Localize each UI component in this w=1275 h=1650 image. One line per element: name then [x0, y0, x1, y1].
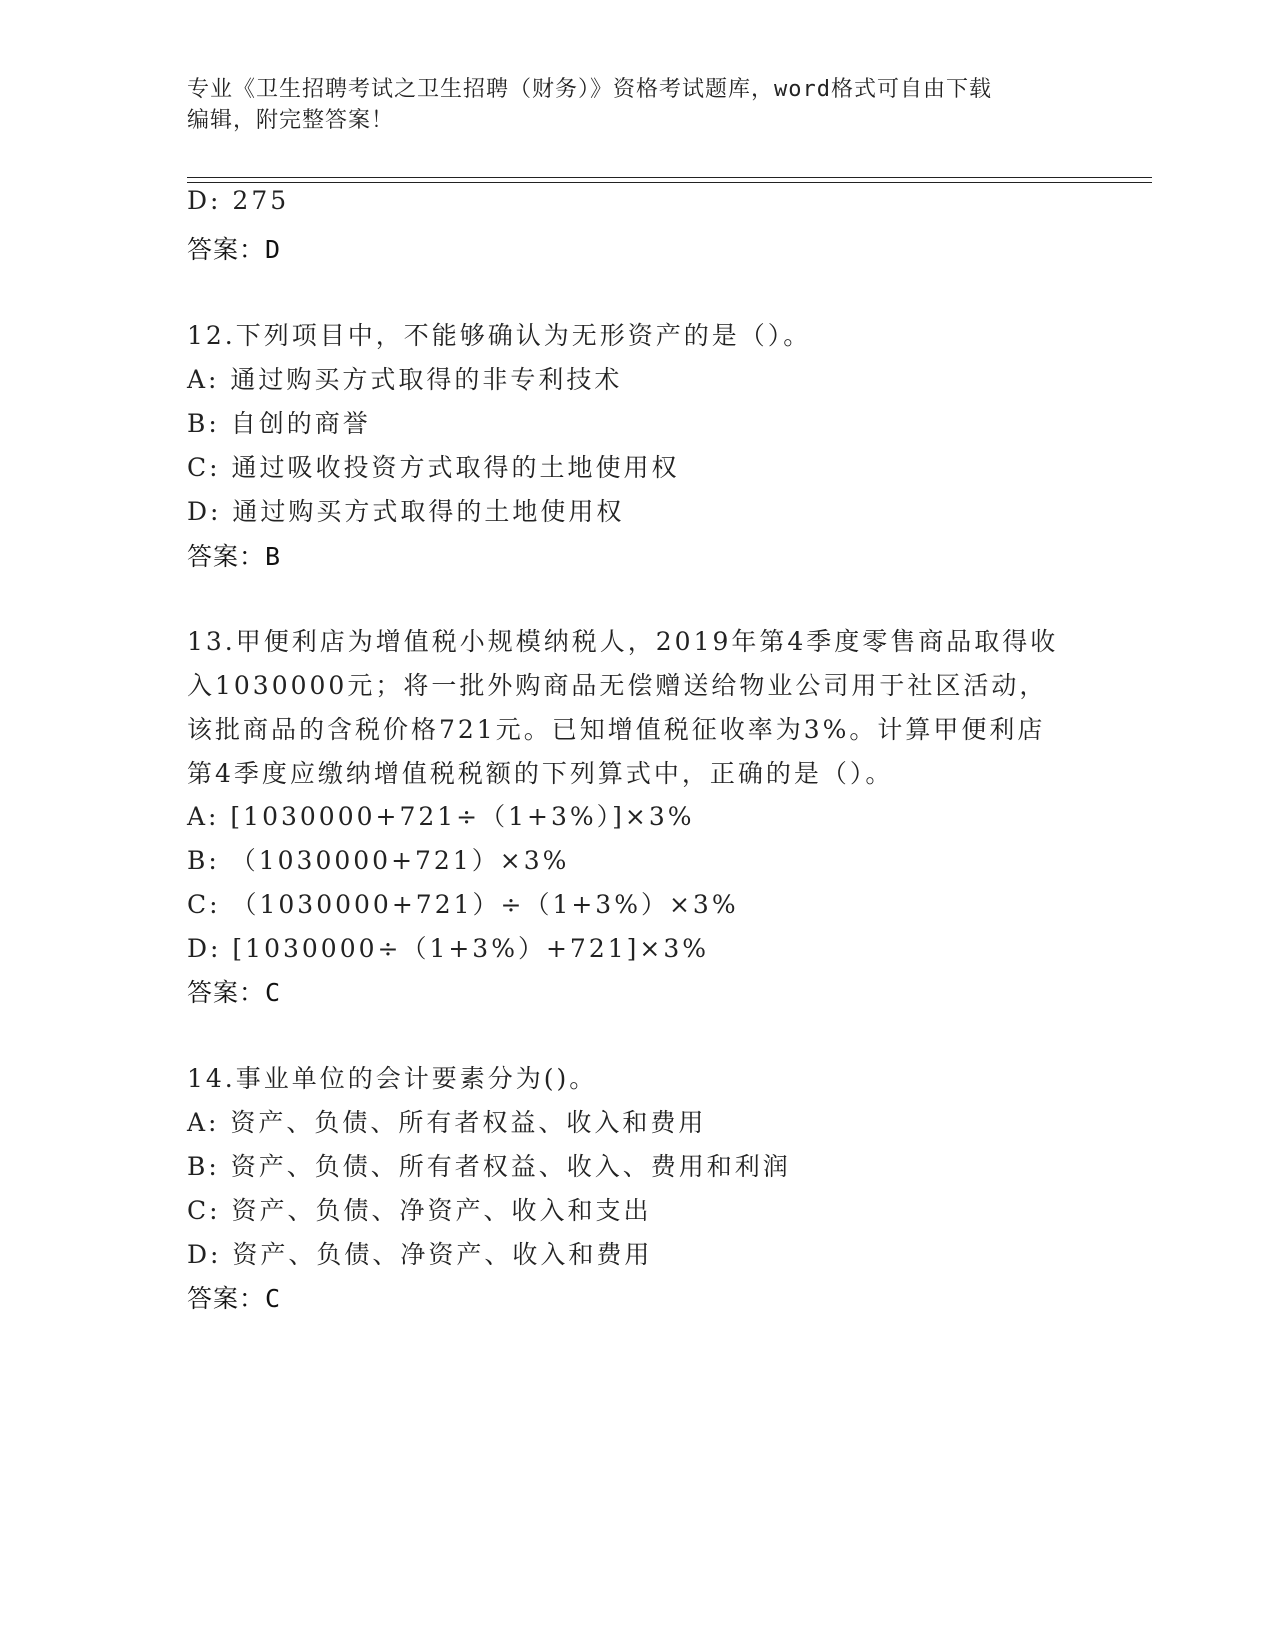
header-line-2: 编辑，附完整答案！ [187, 108, 395, 133]
q12-answer: 答案：B [187, 542, 282, 571]
q13-option-c: C: （1030000+721）÷（1+3%）×3% [187, 890, 739, 919]
q11-answer: 答案：D [187, 235, 282, 264]
document-header [187, 74, 1067, 136]
q14-option-b: B: 资产、负债、所有者权益、收入、费用和利润 [187, 1152, 791, 1181]
q14-option-d: D: 资产、负债、净资产、收入和费用 [187, 1240, 653, 1269]
q13-option-b: B: （1030000+721）×3% [187, 846, 570, 875]
q12-stem: 12.下列项目中，不能够确认为无形资产的是（）。 [187, 321, 812, 350]
q14-stem: 14.事业单位的会计要素分为()。 [187, 1064, 598, 1093]
q12-option-b: B: 自创的商誉 [187, 409, 371, 438]
q11-option-d: D: 275 [187, 186, 290, 215]
q14-option-c: C: 资产、负债、净资产、收入和支出 [187, 1196, 652, 1225]
q13-stem-line-4: 第4季度应缴纳增值税税额的下列算式中，正确的是（）。 [187, 759, 894, 788]
q13-option-d: D: [1030000÷（1+3%）+721]×3% [187, 934, 709, 963]
q14-answer: 答案：C [187, 1284, 282, 1313]
q13-option-a: A: [1030000+721÷（1+3%）]×3% [187, 802, 695, 831]
q12-option-d: D: 通过购买方式取得的土地使用权 [187, 497, 625, 526]
header-divider-top [187, 177, 1152, 178]
header-divider-bottom [187, 182, 1152, 183]
q12-option-a: A: 通过购买方式取得的非专利技术 [187, 365, 623, 394]
q14-option-a: A: 资产、负债、所有者权益、收入和费用 [187, 1108, 707, 1137]
q13-stem-line-1: 13.甲便利店为增值税小规模纳税人，2019年第4季度零售商品取得收 [187, 627, 1059, 656]
q12-option-c: C: 通过吸收投资方式取得的土地使用权 [187, 453, 680, 482]
q13-answer: 答案：C [187, 978, 282, 1007]
header-line-1: 专业《卫生招聘考试之卫生招聘（财务）》资格考试题库，word格式可自由下载 [187, 77, 992, 102]
q13-stem-line-3: 该批商品的含税价格721元。已知增值税征收率为3%。计算甲便利店 [187, 715, 1046, 744]
q13-stem-line-2: 入1030000元；将一批外购商品无偿赠送给物业公司用于社区活动， [187, 671, 1048, 700]
